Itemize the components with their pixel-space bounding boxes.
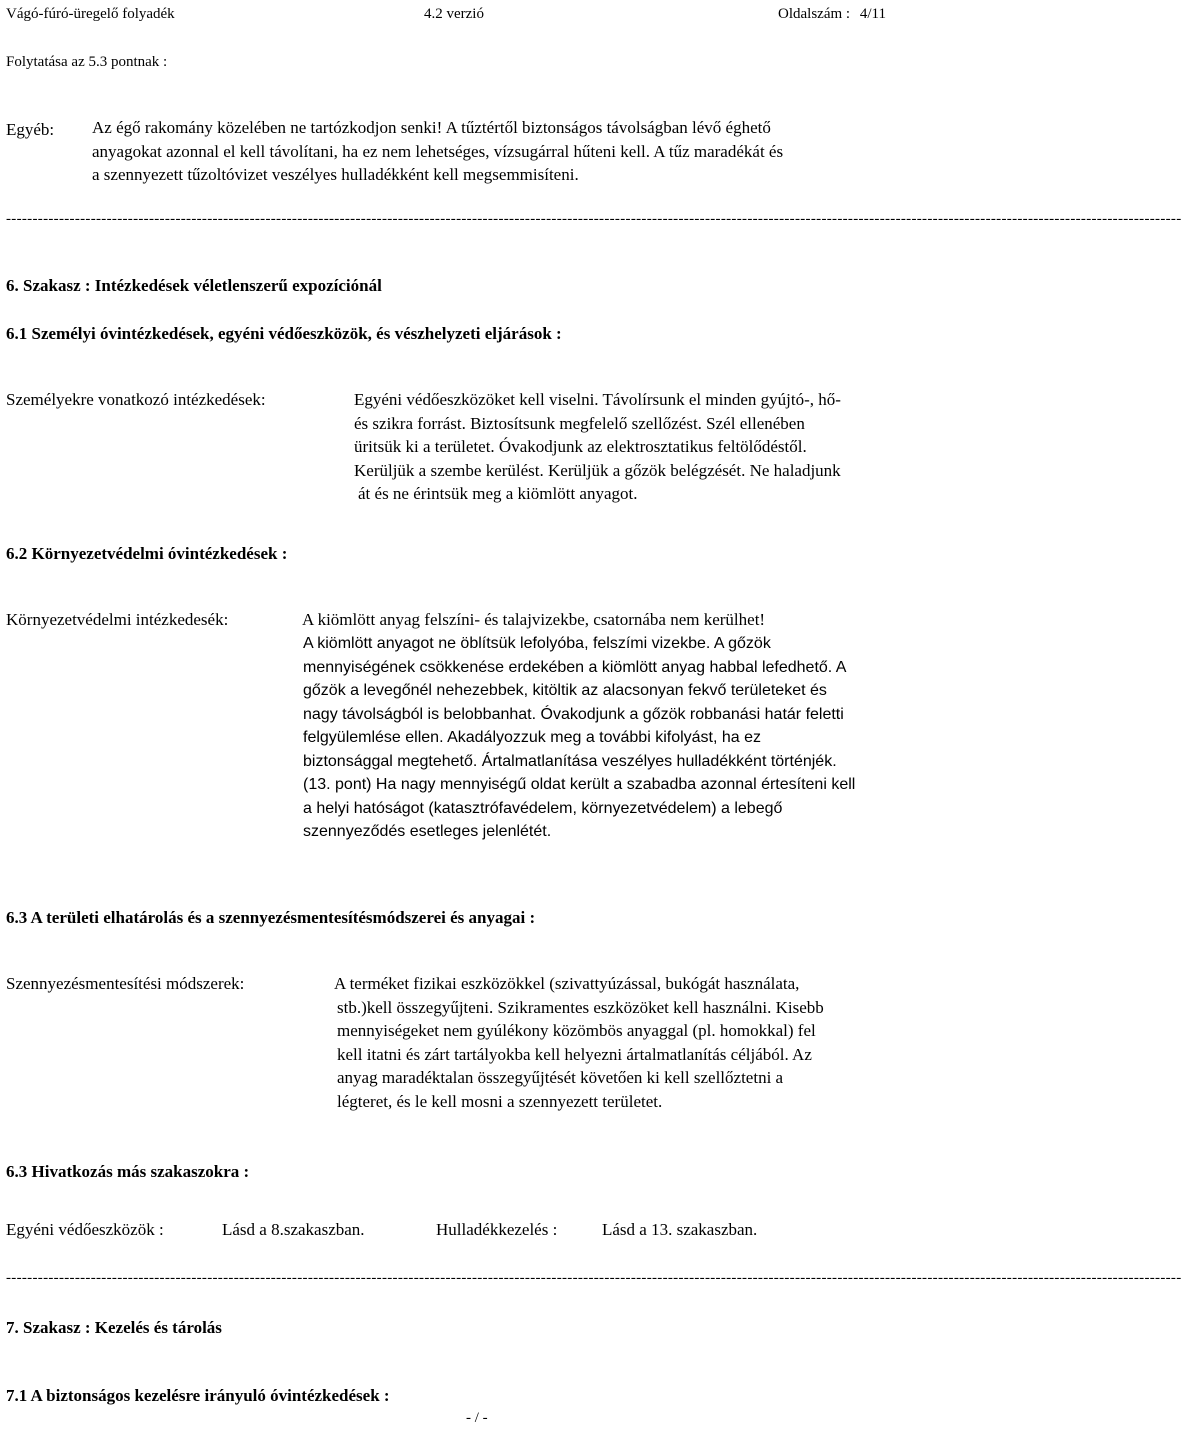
- personal-measures-text: [354, 388, 841, 506]
- section7-title: 7. Szakasz : Kezelés és tárolás: [6, 1318, 222, 1337]
- environmental-line: nagy távolságból is belobbanhat. Óvakodjunk a gőzök robbanási határ feletti: [303, 705, 844, 723]
- version: 4.2 verzió: [424, 6, 484, 22]
- environmental-line: felgyülemlése ellen. Akadályozzuk meg a további kifolyást, ha ez: [303, 729, 762, 746]
- section6-title: 6. Szakasz : Intézkedések véletlenszerű expozíciónál: [6, 276, 382, 295]
- product-name: Vágó-fúró-üregelő folyadék: [6, 6, 175, 22]
- personal-measures-label: Személyekre vonatkozó intézkedések:: [6, 390, 266, 409]
- section62-title: 6.2 Környezetvédelmi óvintézkedések :: [6, 544, 288, 563]
- environmental-text: [303, 632, 855, 844]
- continuation-note: Folytatása az 5.3 pontnak :: [6, 54, 168, 70]
- section71-title: 7.1 A biztonságos kezelésre irányuló óvintézkedések :: [6, 1386, 390, 1405]
- section63b-title: 6.3 Hivatkozás más szakaszokra :: [6, 1162, 250, 1181]
- personal-line: üritsük ki a területet. Óvakodjunk az elektrosztatikus feltölődéstől.: [354, 437, 807, 456]
- decontamination-line: A terméket fizikai eszközökkel (szivattyúzással, bukógát használata,: [334, 974, 800, 993]
- waste-label: Hulladékkezelés :: [436, 1220, 558, 1239]
- decontamination-line: mennyiségeket nem gyúlékony közömbös anyaggal (pl. homokkal) fel: [337, 1021, 816, 1040]
- other-line: anyagokat azonnal el kell távolítani, ha ez nem lehetséges, vízsugárral hűteni kell. A tűz maradékát és: [92, 141, 784, 161]
- section63a-title: 6.3 A területi elhatárolás és a szennyezésmentesítésmódszerei és anyagai :: [6, 908, 536, 927]
- decontamination-text: [334, 972, 824, 1113]
- environmental-line: mennyiségének csökkenése erdekében a kiömlött anyag habbal lefedhető. A: [303, 658, 847, 676]
- environmental-line: a helyi hatóságot (katasztrófavédelem, környezetvédelem) a lebegő: [303, 799, 783, 817]
- other-line: a szennyezett tűzoltóvizet veszélyes hulladékként kell megsemmisíteni.: [92, 165, 579, 184]
- ppe-label: Egyéni védőeszközök :: [6, 1220, 164, 1239]
- page-footer: - / -: [466, 1410, 488, 1426]
- page-label: Oldalszám :: [778, 6, 851, 22]
- waste-reference: Lásd a 13. szakaszban.: [602, 1220, 758, 1239]
- decontamination-label: Szennyezésmentesítési módszerek:: [6, 974, 245, 993]
- environmental-line: gőzök a levegőnél nehezebbek, kitöltik az alacsonyan fekvő területeket és: [303, 682, 827, 699]
- decontamination-line: anyag maradéktalan összegyűjtését követően ki kell szellőztetni a: [337, 1068, 784, 1087]
- page-number: 4/11: [859, 6, 886, 22]
- other-line: Az égő rakomány közelében ne tartózkodjon senki! A tűztértől biztonságos távolságban lévő éghető: [92, 118, 771, 137]
- personal-line: és szikra forrást. Biztosítsunk megfelelő szellőzést. Szél ellenében: [354, 413, 805, 433]
- decontamination-line: légteret, és le kell mosni a szennyezett területet.: [337, 1091, 663, 1111]
- environmental-label: Környezetvédelmi intézkedesék:: [6, 610, 229, 629]
- environmental-line: (13. pont) Ha nagy mennyiségű oldat került a szabadba azonnal értesíteni kell: [303, 776, 856, 793]
- personal-line: át és ne érintsük meg a kiömlött anyagot.: [358, 484, 638, 503]
- decontamination-line: kell itatni és zárt tartályokba kell helyezni ártalmatlanítás céljából. Az: [337, 1044, 812, 1064]
- decontamination-line: stb.)kell összegyűjteni. Szikramentes eszközöket kell használni. Kisebb: [337, 997, 824, 1017]
- page-number-label: [778, 2, 886, 26]
- separator-line: ------------------------------------------------------------------------------------------------------------------------------------------------------------------------------------------------------------------------------: [6, 211, 1182, 227]
- environmental-line: biztonsággal megtehető. Ártalmatlanítása veszélyes hulladékként történjék.: [303, 752, 837, 770]
- personal-line: Kerüljük a szembe kerülést. Kerüljük a gőzök belégzését. Ne haladjunk: [354, 460, 841, 480]
- environmental-first-line: A kiömlött anyag felszíni- és talajvizekbe, csatornába nem kerülhet!: [302, 610, 766, 629]
- environmental-line: A kiömlött anyagot ne öblítsük lefolyóba, felszími vizekbe. A gőzök: [303, 635, 771, 652]
- separator-line: ------------------------------------------------------------------------------------------------------------------------------------------------------------------------------------------------------------------------------: [6, 1270, 1182, 1286]
- other-text: [92, 116, 783, 187]
- ppe-reference: Lásd a 8.szakaszban.: [222, 1220, 365, 1239]
- environmental-line: szennyeződés esetleges jelenlétét.: [303, 823, 552, 840]
- section61-title: 6.1 Személyi óvintézkedések, egyéni védőeszközök, és vészhelyzeti eljárások :: [6, 324, 562, 343]
- personal-line: Egyéni védőeszközöket kell viselni. Távolírsunk el minden gyújtó-, hő-: [354, 390, 841, 409]
- other-label: Egyéb:: [6, 120, 55, 139]
